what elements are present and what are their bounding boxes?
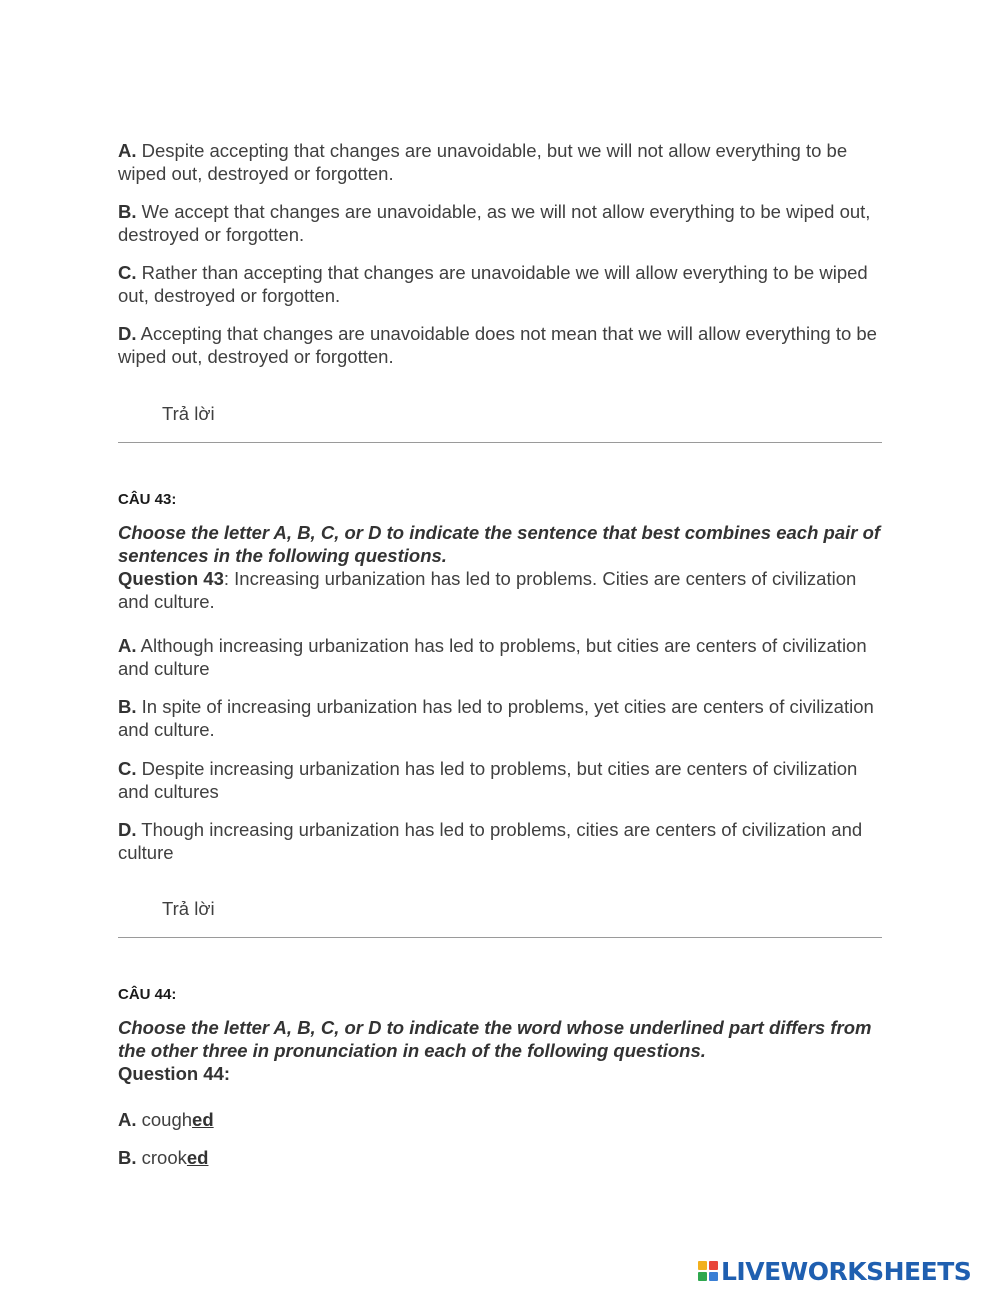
q44-option-a[interactable]: [118, 1108, 882, 1131]
option-letter: A.: [118, 635, 137, 656]
option-text: In spite of increasing urbanization has led to problems, yet cities are centers of civilization and culture.: [118, 696, 874, 740]
q42-option-d[interactable]: [118, 322, 882, 368]
liveworksheets-logo: [698, 1254, 971, 1288]
option-text: We accept that changes are unavoidable, as we will not allow everything to be wiped out, destroyed or forgotten.: [118, 201, 871, 245]
logo-block: [709, 1261, 718, 1270]
q43-reply-link[interactable]: Trả lời: [162, 898, 215, 919]
divider: [118, 442, 882, 443]
option-text: Despite accepting that changes are unavoidable, but we will not allow everything to be wiped out, destroyed or forgotten.: [118, 140, 848, 184]
logo-block: [698, 1261, 707, 1270]
question-text: : Increasing urbanization has led to problems. Cities are centers of civilization and culture.: [118, 568, 857, 612]
logo-text: LIVEWORKSHEETS: [721, 1256, 972, 1286]
logo-block: [698, 1272, 707, 1281]
option-stem: cough: [136, 1109, 193, 1130]
logo-blocks-icon: [698, 1261, 718, 1281]
q43-question: [118, 567, 882, 613]
option-text: Despite increasing urbanization has led to problems, but cities are centers of civilization and cultures: [118, 758, 858, 802]
q44-heading: CÂU 44:: [118, 986, 177, 1003]
q43-option-b[interactable]: [118, 695, 882, 741]
option-letter: C.: [118, 262, 137, 283]
logo-block: [709, 1272, 718, 1281]
q43-instruction: Choose the letter A, B, C, or D to indicate the sentence that best combines each pair of sentences in the following questions.: [118, 522, 881, 566]
q43-heading: CÂU 43:: [118, 491, 177, 508]
q43-option-c[interactable]: [118, 757, 882, 803]
option-letter: D.: [118, 819, 137, 840]
option-text: Although increasing urbanization has led to problems, but cities are centers of civilization and culture: [118, 635, 867, 679]
option-letter: D.: [118, 323, 137, 344]
q42-option-b[interactable]: [118, 200, 882, 246]
option-letter: A.: [118, 1109, 137, 1130]
option-text: Accepting that changes are unavoidable does not mean that we will allow everything to be wiped out, destroyed or forgotten.: [118, 323, 877, 367]
question-label: Question 43: [118, 568, 224, 589]
q43-option-d[interactable]: [118, 818, 882, 864]
option-letter: A.: [118, 140, 137, 161]
q42-option-a[interactable]: [118, 139, 882, 185]
option-stem: crook: [136, 1147, 187, 1168]
q42-reply-link[interactable]: Trả lời: [162, 403, 215, 424]
question-label: Question 44:: [118, 1063, 231, 1084]
q42-option-c[interactable]: [118, 261, 882, 307]
divider: [118, 937, 882, 938]
option-text: Rather than accepting that changes are unavoidable we will allow everything to be wiped out, destroyed or forgotten.: [118, 262, 868, 306]
q44-instruction: Choose the letter A, B, C, or D to indicate the word whose underlined part differs from the other three in pronunciation in each of the following questions.: [118, 1017, 872, 1061]
option-text: Though increasing urbanization has led to problems, cities are centers of civilization and culture: [118, 819, 863, 863]
underlined-part: ed: [186, 1147, 209, 1168]
q44-option-b[interactable]: [118, 1146, 882, 1169]
option-letter: B.: [118, 1147, 137, 1168]
option-letter: B.: [118, 201, 137, 222]
q44-question: [118, 1062, 882, 1085]
q43-option-a[interactable]: [118, 634, 882, 680]
option-letter: C.: [118, 758, 137, 779]
underlined-part: ed: [192, 1109, 214, 1130]
option-letter: B.: [118, 696, 137, 717]
